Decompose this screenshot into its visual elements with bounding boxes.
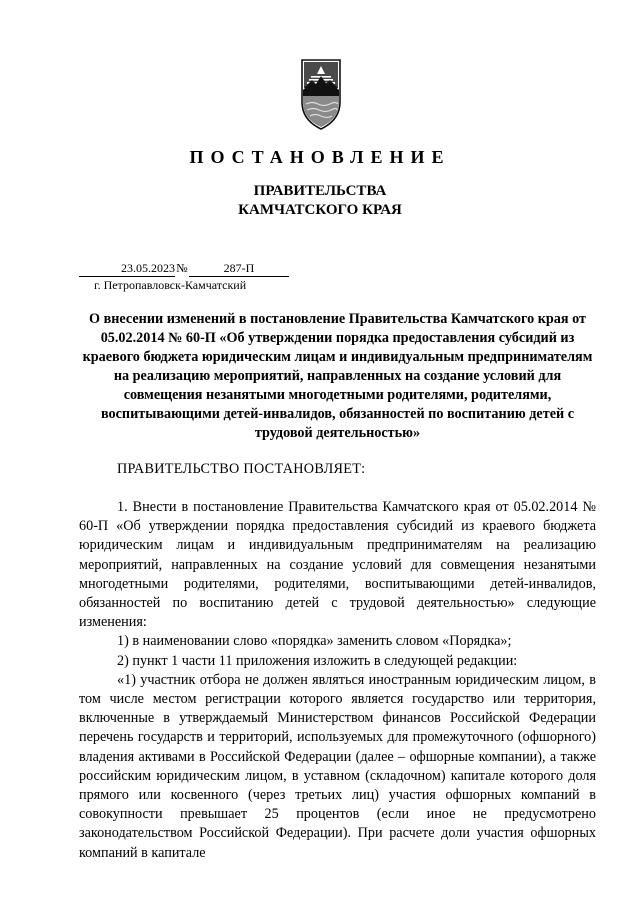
body-paragraph: 1) в наименовании слово «порядка» заменить словом «Порядка»; bbox=[117, 633, 512, 650]
number-sign: № bbox=[176, 261, 188, 275]
body-paragraph: 1. Внести в постановление Правительства Камчатского края от 05.02.2014 № 60-П «Об утверждении порядка предоставления субсидий из краевого бюджета юридическим лицам и индивидуальным предпринимателям на реализацию мероприятий, направленных на создание условий для совмещения незанятыми многодетными родителями, родителями, воспитывающими детей-инвалидов, обязанностей по воспитанию детей с трудовой деятельностью» следующие изменения: bbox=[79, 499, 596, 631]
body-paragraph: «1) участник отбора не должен являться иностранным юридическим лицом, в том числе местом регистрации которого является государство или территория, включенные в утверждаемый Министерством финансов Российской Федерации перечень государств и территорий, используемых для промежуточного (офшорного) владения активами в Российской Федерации (далее – офшорные компании), а также российским юридическим лицом, в уставном (складочном) капитале которого доля прямого или косвенного (через третьих лиц) участия офшорных компаний в совокупности превышает 25 процентов (если иное не предусмотрено законодательством Российской Федерации). При расчете доли участия офшорных компаний в капитале bbox=[79, 671, 596, 861]
document-date: 23.05.2023 bbox=[79, 260, 175, 277]
issuer-line-2: КАМЧАТСКОГО КРАЯ bbox=[238, 202, 402, 218]
kamchatka-coat-of-arms-icon bbox=[300, 56, 342, 132]
document-meta bbox=[79, 260, 289, 293]
document-number: 287-П bbox=[189, 260, 289, 277]
document-title: ПОСТАНОВЛЕНИЕ bbox=[189, 147, 451, 167]
document-city: г. Петропавловск-Камчатский bbox=[94, 278, 247, 292]
body-paragraph: 2) пункт 1 части 11 приложения изложить в следующей редакции: bbox=[117, 652, 518, 669]
document-subject: О внесении изменений в постановление Правительства Камчатского края от 05.02.2014 № 60-П «Об утверждении порядка предоставления субсидий из краевого бюджета юридическим лицам и индивидуальным предпринимателям на реализацию мероприятий, направленных на создание условий для совмещения незанятыми многодетными родителями, родителями, воспитывающими детей-инвалидов, обязанностей по воспитанию детей с трудовой деятельностью» bbox=[82, 311, 593, 441]
document-body bbox=[79, 498, 596, 863]
issuer-line-1: ПРАВИТЕЛЬСТВА bbox=[253, 183, 387, 199]
date-number-line bbox=[79, 260, 289, 277]
decree-heading: ПРАВИТЕЛЬСТВО ПОСТАНОВЛЯЕТ: bbox=[117, 461, 366, 477]
